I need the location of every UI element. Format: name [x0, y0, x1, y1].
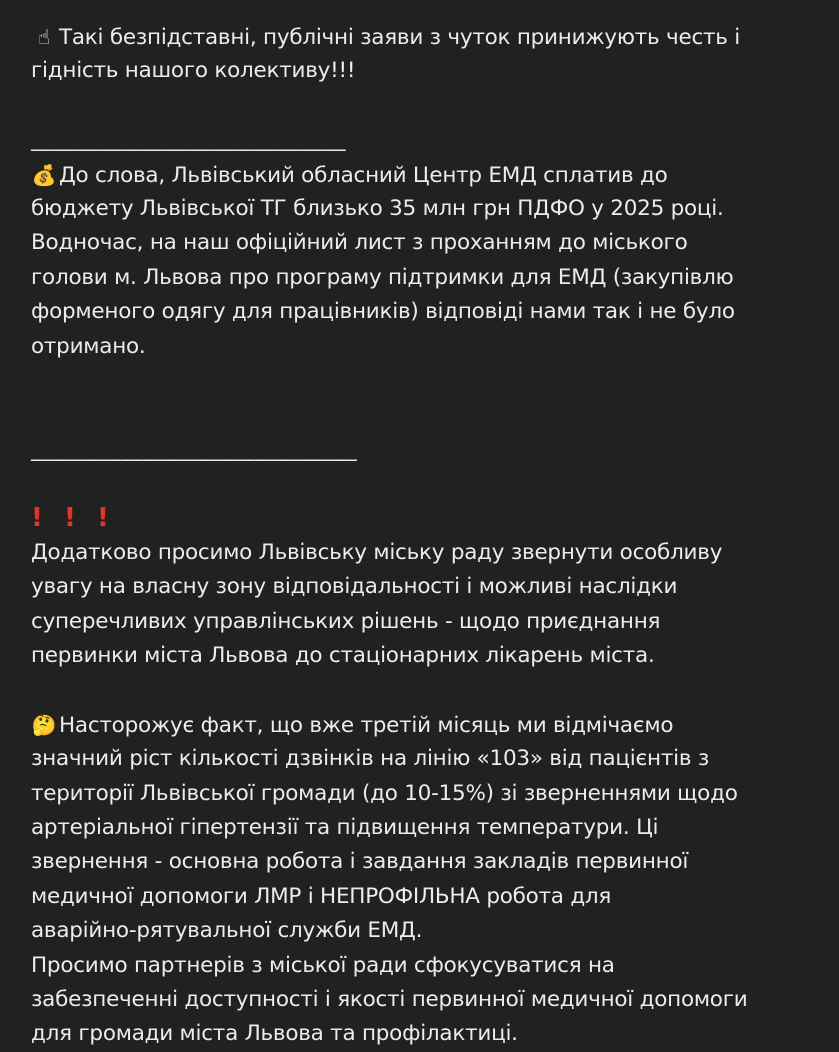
text: Насторожує факт, що вже третій місяць ми відмічаємо [59, 712, 674, 738]
paragraph-4-line-3: території Львівської громади (до 10-15%) зі зверненнями щодо [31, 780, 738, 806]
money-bag-icon: 💰 [31, 162, 57, 187]
paragraph-4-line-7: аварійно-рятувальної служби ЕМД. [31, 918, 423, 944]
paragraph-4-line-5: звернення - основна робота і завдання закладів первинної [31, 849, 689, 875]
exclamation-icon: ! [31, 503, 43, 534]
paragraph-1-line-1 [31, 20, 821, 54]
paragraph-4-line-4: артеріальної гіпертензії та підвищення температури. Ці [31, 814, 659, 840]
exclamation-icon: ! [97, 503, 109, 534]
spacer [31, 673, 821, 707]
paragraph-2-line-4: голови м. Львова про програму підтримки для ЕМД (закупівлю [31, 264, 734, 290]
exclamation-marks [31, 501, 821, 535]
paragraph-2-line-5: форменого одягу для працівників) відповіді нами так і не було [31, 299, 735, 325]
paragraph-4-line-9: забезпеченні доступності і якості первинної медичної допомоги [31, 986, 748, 1012]
paragraph-3-line-4: первинки міста Львова до стаціонарних лікарень міста. [31, 643, 655, 669]
message-bubble-text [31, 20, 821, 1052]
paragraph-4-line-10: для громади міста Львова та профілактиці. [31, 1021, 518, 1047]
paragraph-4-line-6: медичної допомоги ЛМР і НЕПРОФІЛЬНА робота для [31, 883, 612, 909]
thinking-face-icon: 🤔 [31, 712, 57, 737]
divider-line: _____________________________ [31, 436, 358, 462]
spacer [31, 364, 821, 398]
paragraph-2-line-2: бюджету Львівської ТГ близько 35 млн грн ПДФО у 2025 році. [31, 195, 724, 221]
paragraph-1-line-2: гідність нашого колективу!!! [31, 58, 356, 84]
paragraph-3-line-1: Додатково просимо Львівську міську раду звернути особливу [31, 539, 723, 565]
paragraph-4-line-2: значний ріст кількості дзвінків на лінію «103» від пацієнтів з [31, 746, 710, 772]
spacer [31, 467, 821, 501]
pointing-up-icon: ☝ [38, 25, 50, 49]
spacer [31, 398, 821, 432]
exclamation-icon: ! [64, 503, 76, 534]
paragraph-4-line-1 [31, 708, 821, 742]
text: До слова, Львівський обласний Центр ЕМД сплатив до [59, 162, 668, 188]
text: Такі безпідставні, публічні заяви з чуток принижують честь і [59, 25, 741, 50]
divider-line: ____________________________ [31, 127, 346, 153]
paragraph-2-line-3: Водночас, на наш офіційний лист з проханням до міського [31, 230, 688, 256]
paragraph-2-line-1 [31, 158, 821, 192]
paragraph-2-line-6: отримано. [31, 333, 146, 359]
spacer [31, 89, 821, 123]
paragraph-3-line-3: суперечливих управлінських рішень - щодо приєднання [31, 608, 661, 634]
paragraph-3-line-2: увагу на власну зону відповідальності і можливі наслідки [31, 574, 678, 600]
paragraph-4-line-8: Просимо партнерів з міської ради сфокусуватися на [31, 952, 615, 978]
